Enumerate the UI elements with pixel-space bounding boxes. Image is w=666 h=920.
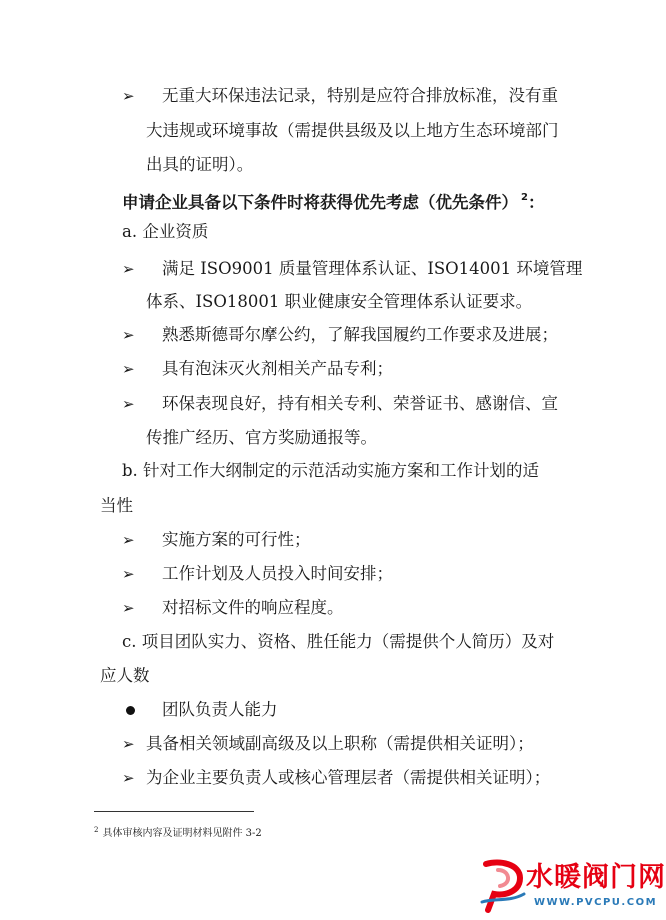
arrow-bullet-icon: ➢	[122, 326, 135, 344]
list-item-text: 具有泡沫灭火剂相关产品专利；	[162, 359, 393, 378]
list-item-text: 工作计划及人员投入时间安排；	[162, 564, 393, 583]
footnote-text: 具体审核内容及证明材料见附件 3-2	[102, 828, 262, 839]
subsection-a-title: a. 企业资质	[122, 222, 209, 241]
footnote-marker: 2	[521, 192, 528, 203]
arrow-bullet-icon: ➢	[122, 565, 135, 583]
arrow-bullet-icon: ➢	[122, 87, 135, 105]
text-line: 出具的证明）。	[146, 155, 254, 174]
footnote-separator	[94, 811, 254, 812]
subsection-b-title: 当性	[100, 496, 133, 515]
subsection-b-title: b. 针对工作大纲制定的示范活动实施方案和工作计划的适	[122, 461, 540, 480]
list-item-text: 为企业主要负责人或核心管理层者（需提供相关证明）；	[146, 768, 551, 787]
arrow-bullet-icon: ➢	[122, 735, 135, 753]
list-item-text: 团队负责人能力	[162, 700, 278, 719]
arrow-bullet-icon: ➢	[122, 531, 135, 549]
arrow-bullet-icon: ➢	[122, 360, 135, 378]
arrow-bullet-icon: ➢	[122, 395, 135, 413]
list-item-text: 实施方案的可行性；	[162, 530, 311, 549]
arrow-bullet-icon: ➢	[122, 599, 135, 617]
watermark-logo-icon	[480, 858, 526, 914]
list-item-text: 环保表现良好，持有相关专利、荣誉证书、感谢信、宣	[162, 394, 558, 413]
arrow-bullet-icon: ➢	[122, 769, 135, 787]
footnote-number: 2	[94, 826, 99, 834]
text-line: 大违规或环境事故（需提供县级及以上地方生态环境部门	[146, 121, 559, 140]
list-item-text: 对招标文件的响应程度。	[162, 598, 344, 617]
subsection-c-title: 应人数	[100, 666, 150, 685]
watermark-url: WWW.PVCPU.COM	[534, 897, 658, 908]
list-item-text: 具备相关领域副高级及以上职称（需提供相关证明）；	[146, 734, 534, 753]
text-line: 无重大环保违法记录，特别是应符合排放标准，没有重	[162, 86, 558, 105]
footnote	[94, 823, 262, 841]
section-heading	[122, 188, 544, 213]
list-item-text: 体系、ISO18001 职业健康安全管理体系认证要求。	[146, 292, 533, 311]
arrow-bullet-icon: ➢	[122, 260, 135, 278]
watermark-title: 水暖阀门网	[526, 862, 666, 893]
list-item-text: 熟悉斯德哥尔摩公约，了解我国履约工作要求及进展；	[162, 325, 558, 344]
subsection-c-title: c. 项目团队实力、资格、胜任能力（需提供个人简历）及对	[122, 632, 555, 651]
round-bullet-icon	[126, 706, 135, 715]
heading-text: 申请企业具备以下条件时将获得优先考虑（优先条件）	[122, 193, 518, 212]
list-item-text: 传推广经历、官方奖励通报等。	[146, 428, 377, 447]
heading-colon: ：	[527, 193, 545, 212]
list-item-text: 满足 ISO9001 质量管理体系认证、ISO14001 环境管理	[162, 259, 583, 278]
